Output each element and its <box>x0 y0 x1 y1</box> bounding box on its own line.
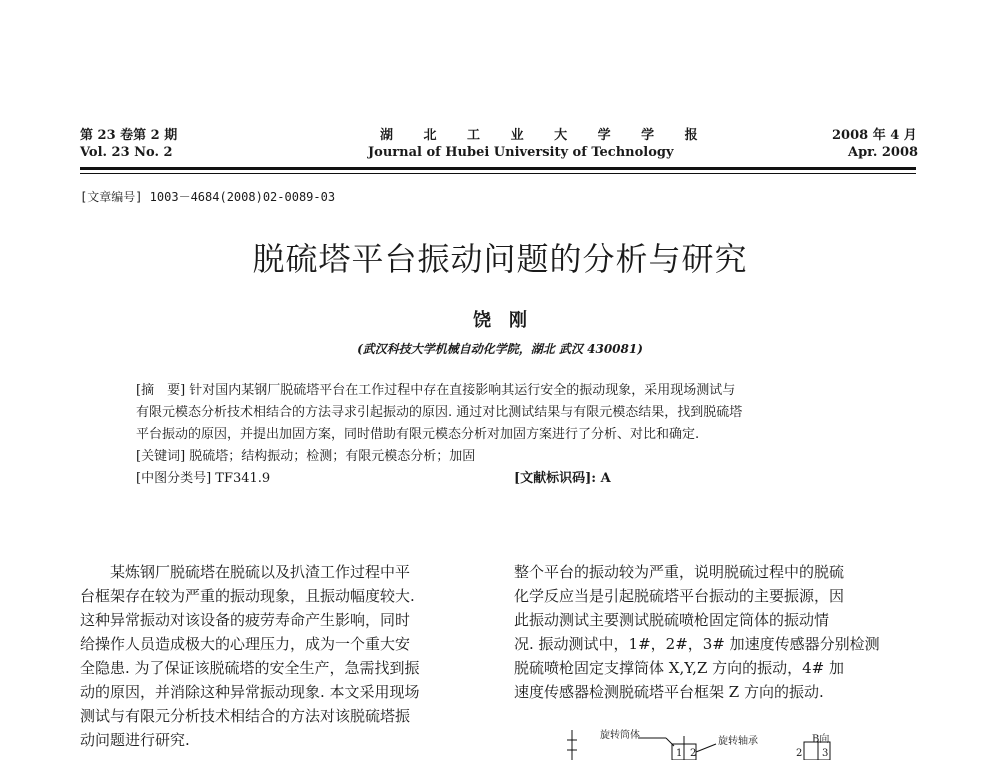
figure-number-2b: 2 <box>796 748 803 759</box>
header-issue-cn: 第 23 卷第 2 期 <box>80 128 178 143</box>
paper-title: 脱硫塔平台振动问题的分析与研究 <box>252 240 748 278</box>
body-line: 某炼钢厂脱硫塔在脱硫以及扒渣工作过程中平 <box>80 563 411 581</box>
figure-label-direction: B向 <box>812 734 830 745</box>
body-line: 整个平台的振动较为严重，说明脱硫过程中的脱硫 <box>514 563 845 581</box>
body-line: 速度传感器检测脱硫塔平台框架 Z 方向的振动. <box>514 683 824 701</box>
abstract-line: [摘 要] 针对国内某钢厂脱硫塔平台在工作过程中存在直接影响其运行安全的振动现象，采用现场测试与 <box>136 383 736 398</box>
body-line: 动问题进行研究. <box>80 731 190 749</box>
figure-leader-line <box>666 738 674 746</box>
figure-leader-line <box>696 744 716 752</box>
body-right-column <box>514 560 924 704</box>
document-code: [文献标识码]: A <box>514 471 611 486</box>
author-affiliation: (武汉科技大学机械自动化学院，湖北 武汉 430081) <box>357 342 643 356</box>
header-rule-thick <box>80 167 916 170</box>
clc-number: [中图分类号] TF341.9 <box>136 471 271 486</box>
figure-number-3: 3 <box>822 748 829 759</box>
classification-row <box>136 468 876 490</box>
body-line: 全隐患. 为了保证该脱硫塔的安全生产，急需找到振 <box>80 659 420 677</box>
figure-label-bearing: 旋转轴承 <box>718 736 758 747</box>
abstract-line: 有限元模态分析技术相结合的方法寻求引起振动的原因. 通过对比测试结果与有限元模态结果，找到脱硫塔 <box>136 405 743 420</box>
body-left-column <box>80 560 492 760</box>
article-number: [文章编号] 1003－4684(2008)02-0089-03 <box>80 190 336 204</box>
header-date-cn: 2008 年 4 月 <box>832 128 917 143</box>
header-journal-cn: 湖 北 工 业 大 学 学 报 <box>380 128 711 143</box>
body-line: 动的原因，并消除这种异常振动现象. 本文采用现场 <box>80 683 420 701</box>
body-line: 给操作人员造成极大的心理压力，成为一个重大安 <box>80 635 411 653</box>
body-line: 测试与有限元分析技术相结合的方法对该脱硫塔振 <box>80 707 411 725</box>
header-journal-en: Journal of Hubei University of Technology <box>368 145 674 160</box>
author-name: 饶 刚 <box>473 310 527 331</box>
figure-label-cylinder: 旋转筒体 <box>600 730 640 741</box>
abstract-block <box>136 380 876 490</box>
keywords-line: [关键词] 脱硫塔；结构振动；检测；有限元模态分析；加固 <box>136 449 476 464</box>
body-line: 况. 振动测试中，1#，2#，3# 加速度传感器分别检测 <box>514 635 880 653</box>
abstract-line: 平台振动的原因，并提出加固方案，同时借助有限元模态分析对加固方案进行了分析、对比和确定. <box>136 427 700 442</box>
figure-number-1: 1 <box>676 748 683 759</box>
header-date-en: Apr. 2008 <box>848 145 919 160</box>
figure-number-2: 2 <box>690 748 697 759</box>
body-line: 此振动测试主要测试脱硫喷枪固定筒体的振动情 <box>514 611 830 629</box>
header-issue-en: Vol. 23 No. 2 <box>80 145 173 160</box>
body-line: 脱硫喷枪固定支撑筒体 X,Y,Z 方向的振动，4# 加 <box>514 659 845 677</box>
body-line: 台框架存在较为严重的振动现象，且振动幅度较大. <box>80 587 415 605</box>
body-line: 化学反应当是引起脱硫塔平台振动的主要振源，因 <box>514 587 845 605</box>
header-rule-thin <box>80 173 916 174</box>
body-line: 这种异常振动对该设备的疲劳寿命产生影响，同时 <box>80 611 411 629</box>
